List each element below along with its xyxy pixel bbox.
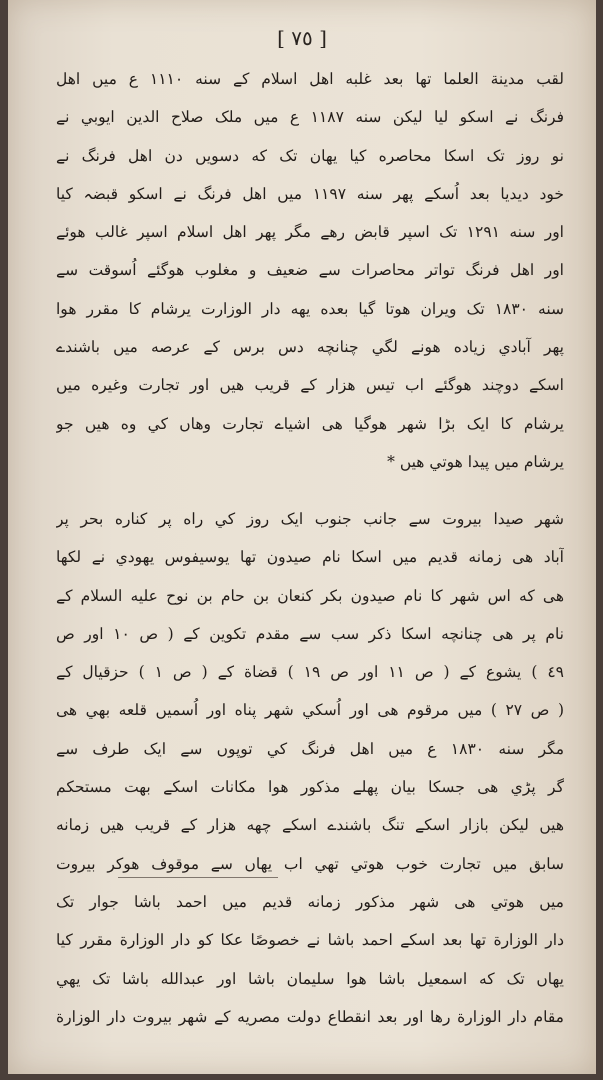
text-line: سابق ميں تجارت خوب هوتي تهي اب يهاں سے موقوف هوكر بيروت [56,854,564,873]
text-line: يرشام ميں پيدا هوتي هيں * [387,452,564,471]
page-number: [ ٧٥ ] [277,26,327,50]
text-line: پهر آبادي زياده هونے لگي چنانچه دس برس كے عرصه ميں باشندے [56,338,564,357]
paragraph-2 [56,500,564,1036]
text-line: آباد هی زمانه قديم ميں اسكا نام صيدون تها يوسيفوس يهودي نے لكها [56,548,564,567]
text-line: مگر سنه ١٨٣٠ ع ميں اهل فرنگ كي توپوں سے ايک طرف سے [56,739,564,758]
text-line: هيں ليكن بازار اسكے تنگ باشندے اسكے چهه هزار كے قريب هيں زمانه [56,816,564,835]
text-line: شهر صيدا بيروت سے جانب جنوب ايک روز كي راه پر كناره بحر پر [56,510,564,528]
ink-overline-mark [118,877,278,878]
text-line: اسكے دوچند هوگئے اب تيس هزار كے قريب هيں اور تجارت وغيره ميں [56,376,564,395]
text-line: ( ص ٢٧ ) ميں مرقوم هی اور اُسكي شهر پناه اور اُسميں قلعه بهي هی [56,701,564,720]
paragraph-1 [56,60,564,481]
text-line: فرنگ نے اسكو ليا ليكن سنه ١١٨٧ ع ميں ملک صلاح الدين ايوبي نے [56,108,564,127]
text-line: مقام دار الوزارة رها اور بعد انقطاع دولت مصريه كے شهر بيروت دار الوزارة [56,1007,564,1026]
text-line: ميں هوتي هی شهر مذكور زمانه قديم ميں احمد باشا جوار تک [56,892,564,911]
text-line: نو روز تک اسكا محاصره كيا يهان تک كه دسويں دن اهل فرنگ نے [56,146,564,165]
text-line: سنه ١٨٣٠ تک ويران هوتا گيا بعده يهه دار الوزارت يرشام كا مقرر هوا [56,299,564,318]
text-line: گر پڑي هی جسكا بيان پهلے مذكور هوا مكانات اسكے بهت مستحكم [56,778,564,797]
text-line: خود ديديا بعد اُسكے پهر سنه ١١٩٧ ميں اهل فرنگ نے اسكو قبضہ كيا [56,184,564,203]
text-line: يهاں تک كه اسمعيل باشا هوا سليمان باشا اور عبدالله باشا تک يهي [56,969,564,988]
text-line: هی كه اس شهر كا نام صيدون بكر كنعان بن حام بن نوح عليه السلام كے [56,586,564,605]
text-line: نام پر هی چنانچه اسكا ذكر سب سے مقدم تكوين كے ( ص ١٠ اور ص [56,624,564,643]
text-line: اور اهل فرنگ تواتر محاصرات سے ضعيف و مغلوب هوگئے اُسوقت سے [56,261,564,280]
text-line: ٤٩ ) يشوع كے ( ص ١١ اور ص ١٩ ) قضاة كے ( ص ١ ) حزقيال كے [56,663,564,682]
text-line: لقب مدينة العلما تها بعد غلبه اهل اسلام كے سنه ١١١٠ ع ميں اهل [56,70,564,88]
text-line: دار الوزارة تها بعد اسكے احمد باشا نے خصوصًا عكا كو دار الوزارة مقرر كيا [56,931,564,950]
book-page [8,0,596,1074]
text-line: اور سنه ١٢٩١ تک اسپر قابض رهے مگر پهر اهل اسلام اسپر غالب هوئے [56,223,564,242]
text-line: يرشام كا ايک بڑا شهر هوگيا هی اشياے تجارت وهاں كي وه هيں جو [56,414,564,433]
